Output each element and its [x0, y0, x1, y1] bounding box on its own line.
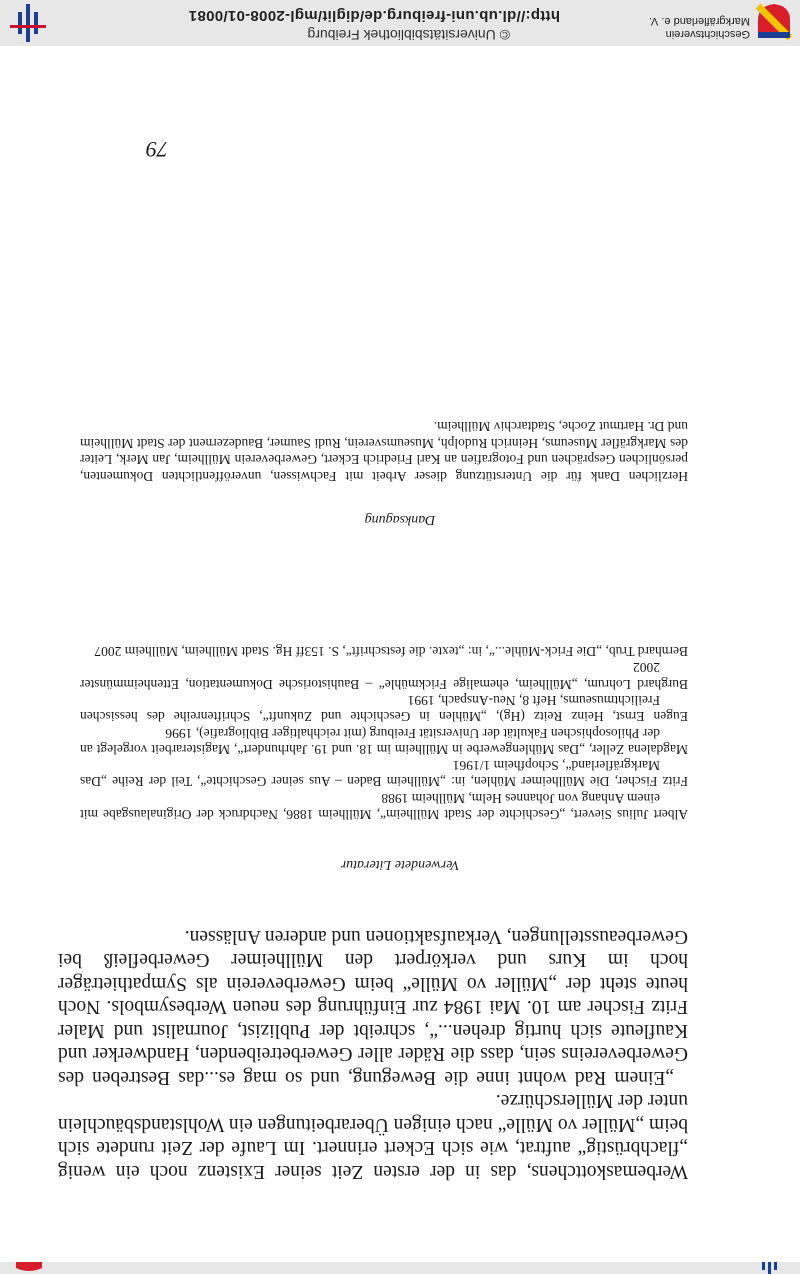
literature-entry: Magdalena Zeller, „Das Mühlengewerbe in Müllheim im 18. und 19. Jahrhundert“, Magisterarbeit vorgelegt an der Philosophischen Fakultät der Universität Freiburg (mit reichhaltiger Bibliografie), 1996: [80, 725, 688, 757]
page-number: 79: [146, 137, 168, 162]
society-line-1: Geschichtsverein: [665, 28, 750, 40]
body-paragraph: „Einem Rad wohnt inne die Bewegung, und so mag es...das Bestreben des Gewerbevereins sein, dass die Räder aller Gewerbetreibenden, Handwerker und Kaufleute sich hurtig drehen...“, schreibt der Publizist, Journalist und Maler Fritz Fischer am 10. Mai 1984 zur Einführung des neuen Werbesymbols. Noch heute steht der „Müller vo Mülle“ beim Gewerbeverein als Sympathieträger hoch im Kurs und verkörpert den Müllheimer Gewerbefleiß bei Gewerbeausstellungen, Verkaufsaktionen und anderen Anlässen.: [58, 926, 688, 1088]
society-name: [649, 14, 750, 40]
literature-entry: Eugen Ernst, Heinz Reitz (Hg), „Mühlen in Geschichte und Zukunft“, Schriftenreihe des hessischen Freilichtmuseums, Heft 8, Neu-Anspach, 1991: [80, 692, 688, 725]
society-crest-icon: [754, 2, 794, 42]
literature-heading: Verwendete Literatur: [340, 857, 460, 872]
literature-list: [80, 643, 688, 822]
literature-entry: Fritz Fischer, Die Müllheimer Mühlen, in: „Müllheim Baden – Aus seiner Geschichte“, Teil der Reihe „Das Markgräflerland“, Schopfheim 1/1961: [80, 758, 688, 790]
university-logo-icon: [8, 4, 48, 42]
footer-banner: [0, 0, 800, 46]
thanks-heading: Danksagung: [364, 512, 436, 527]
literature-entry: Burghard Lohrum, „Müllheim, ehemalige Frickmühle“ – Bauhistorische Dokumentation, Ettenheimmünster 2002: [80, 660, 688, 692]
thanks-text: Herzlichen Dank für die Unterstützung dieser Arbeit mit Fachwissen, unveröffentlichten Dokumenten, persönlichen Gesprächen und Fotografien an Karl Friedrich Eckert, Gewerbeverein Müllheim, Jan Merk, Leiter des Markgräfler Museums, Heinrich Rudolph, Museumsverein, Rudi Saumer, Baudezernent der Stadt Müllheim und Dr. Hartmut Zoche, Stadtarchiv Müllheim.: [80, 419, 688, 484]
document-page: [0, 46, 800, 1262]
literature-entry: Bernhard Trub, „Die Frick-Mühle...“, in: „texte. die festschrift“, S. 153ff Hg. Stadt Müllheim, Müllheim 2007: [94, 644, 688, 660]
university-logo-icon: [760, 1262, 780, 1274]
body-text: [58, 925, 688, 1184]
next-page-banner-edge: [0, 1262, 800, 1274]
copyright-text: © Universitätsbibliothek Freiburg: [307, 27, 510, 43]
literature-entry: Albert Julius Sievert, „Geschichte der Stadt Müllheim“, Müllheim 1886, Nachdruck der Originalausgabe mit einem Anhang von Johannes Helm, Müllheim 1988: [80, 790, 688, 822]
society-line-2: Markgräflerland e. V.: [648, 15, 750, 27]
society-crest-icon: [14, 1262, 44, 1274]
document-url-link[interactable]: http://dl.ub.uni-freiburg.de/diglit/mgl-2008-01/0081: [188, 7, 560, 24]
body-paragraph: Werbemaskottchens, das in der ersten Zeit seiner Existenz noch ein wenig „flachbrüstig“ auftrat, wie sich Eckert erinnert. Im Laufe der Zeit rundete sich beim „Müller vo Mülle“ nach einigen Überarbeitungen ein Wohlstandsbäuchlein unter der Müllerschürze.: [58, 1090, 688, 1182]
